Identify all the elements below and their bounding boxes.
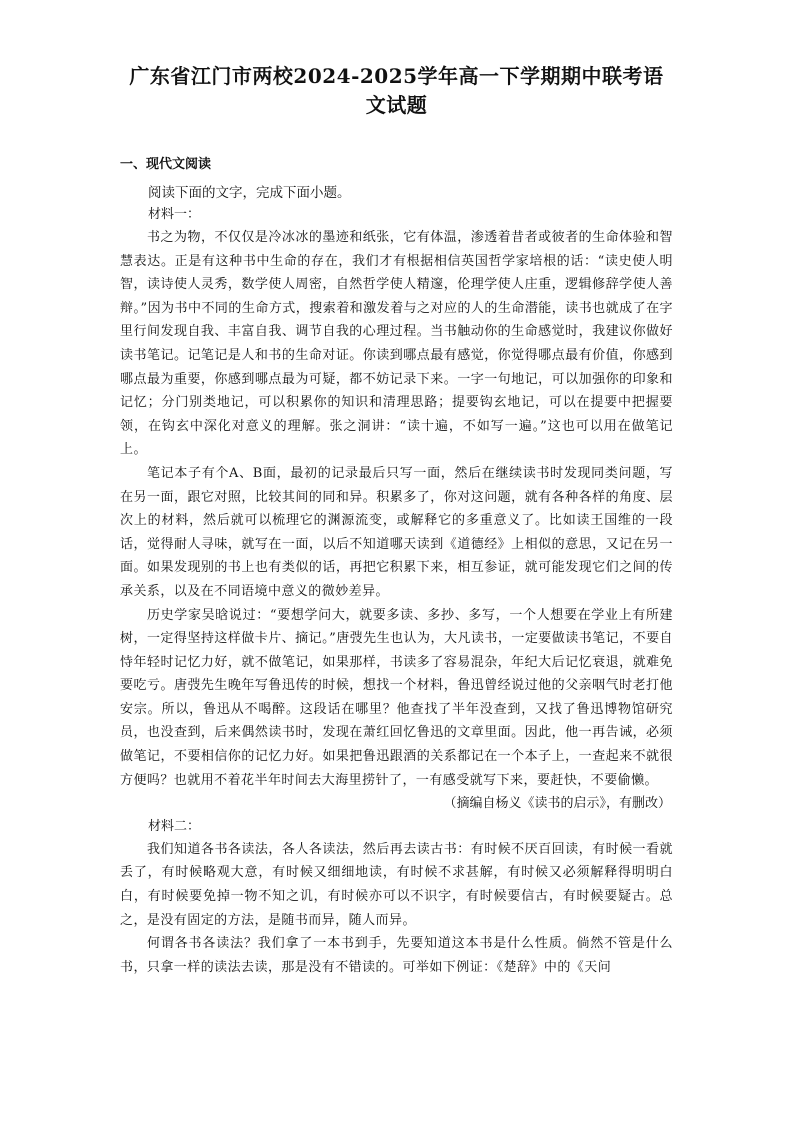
material-two-paragraph-1: 我们知道各书各读法，各人各读法，然后再去读古书：有时候不厌百回读，有时候一看就丢了，有时候略观大意，有时候又细细地读，有时候不求甚解，有时候又必须解释得明明白白，有时候要免掉一物不知之讥，有时候亦可以不识字，有时候要信古，有时候要疑古。总之，是没有固定的方法，是随书而异，随人而异。: [120, 841, 673, 928]
material-two-label: 材料二：: [148, 818, 201, 834]
material-one-paragraph-2: 笔记本子有个A、B面，最初的记录最后只写一面，然后在继续读书时发现同类问题，写在另一面，跟它对照，比较其间的同和异。积累多了，你对这问题，就有各种各样的角度、层次上的材料，然后就可以梳理它的渊源流变，或解释它的多重意义了。比如读王国维的一段话，觉得耐人寻味，就写在一面，以后不知道哪天读到《道德经》上相似的意思，又记在另一面。如果发现别的书上也有类似的话，再把它积累下来，相互参证，就可能发现它们之间的传承关系，以及在不同语境中意义的微妙差异。: [120, 465, 673, 599]
material-one-source: （摘编自杨义《读书的启示》，有删改）: [443, 796, 671, 812]
document-title: 广东省江门市两校2024-2025学年高一下学期期中联考语文试题: [129, 64, 664, 117]
material-one-paragraph-3: 历史学家吴晗说过：“要想学问大，就要多读、多抄、多写，一个人想要在学业上有所建树，一定得坚持这样做卡片、摘记。”唐弢先生也认为，大凡读书，一定要做读书笔记，不要自恃年轻时记忆力好，就不做笔记，如果那样，书读多了容易混杂，年纪大后记忆衰退，就难免要吃亏。唐弢先生晚年写鲁迅传的时候，想找一个材料，鲁迅曾经说过他的父亲咽气时老打他安宗。所以，鲁迅从不喝醉。这段话在哪里？他查找了半年没查到，又找了鲁迅博物馆研究员，也没查到，后来偶然读书时，发现在萧红回忆鲁迅的文章里面。因此，他一再告诫，必须做笔记，不要相信你的记忆力好。如果把鲁迅跟酒的关系都记在一个本子上，一查起来不就很方便吗？也就用不着花半年时间去大海里捞针了，一有感受就写下来，要赶快，不要偷懒。: [120, 607, 673, 788]
section-heading: 一、现代文阅读: [120, 157, 212, 172]
reading-instruction: 阅读下面的文字，完成下面小题。: [148, 185, 351, 201]
material-two-paragraph-2: 何谓各书各读法？我们拿了一本书到手，先要知道这本书是什么性质。倘然不管是什么书，只拿一样的读法去读，那是没有不错读的。可举如下例证：《楚辞》中的《天问: [120, 936, 673, 975]
material-one-label: 材料一：: [148, 207, 201, 222]
material-one-paragraph-1: 书之为物，不仅仅是冷冰冰的墨迹和纸张，它有体温，渗透着昔者或彼者的生命体验和智慧表达。正是有这种书中生命的存在，我们才有根据相信英国哲学家培根的话：“读史使人明智，读诗使人灵秀，数学使人周密，自然哲学使人精邃，伦理学使人庄重，逻辑修辞学使人善辩。”因为书中不同的生命方式，搜索着和激发着与之对应的人的生命潜能，读书也就成了在字里行间发现自我、丰富自我、调节自我的心理过程。当书触动你的生命感觉时，我建议你做好读书笔记。记笔记是人和书的生命对证。你读到哪点最有感觉，你觉得哪点最有价值，你感到哪点最为重要，你感到哪点最为可疑，都不妨记录下来。一字一句地记，可以加强你的印象和记忆；分门别类地记，可以积累你的知识和清理思路；提要钩玄地记，可以在提要中把握要领，在钩玄中深化对意义的理解。张之洞讲：“读十遍，不如写一遍。”这也可以用在做笔记上。: [120, 230, 673, 458]
